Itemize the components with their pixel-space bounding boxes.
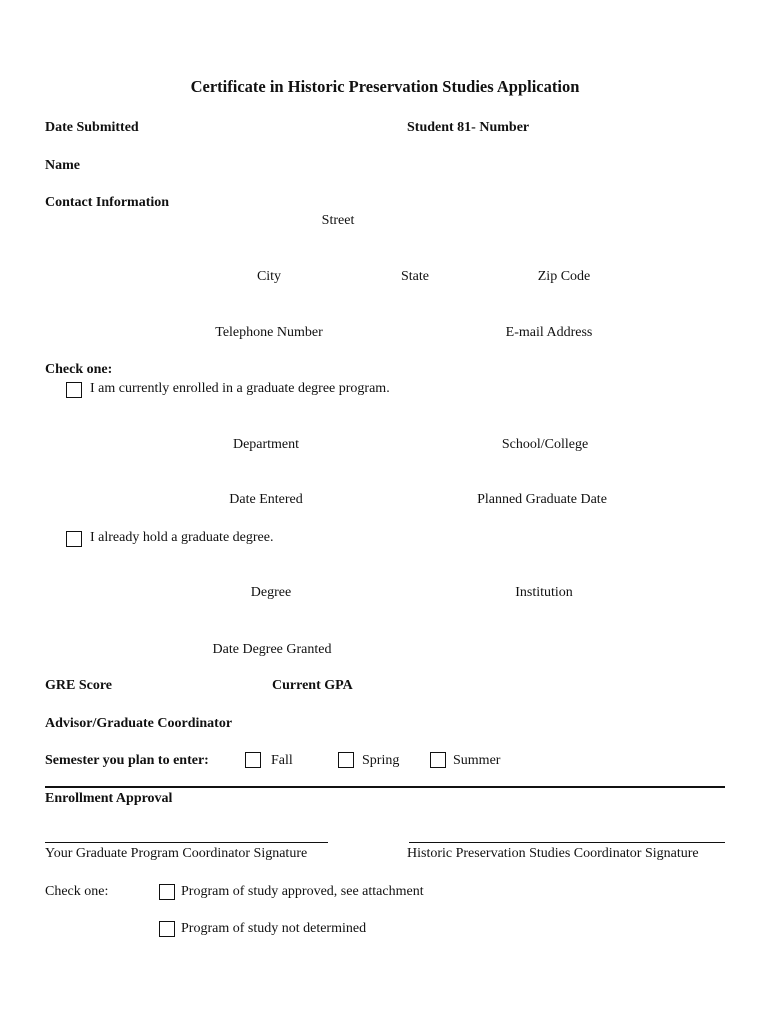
advisor-label: Advisor/Graduate Coordinator bbox=[45, 716, 233, 731]
coordinator-signature-line[interactable] bbox=[45, 842, 328, 843]
not-determined-option-label: Program of study not determined bbox=[181, 921, 367, 936]
date-entered-label: Date Entered bbox=[229, 492, 303, 507]
semester-fall-label: Fall bbox=[271, 753, 293, 768]
email-label: E-mail Address bbox=[505, 325, 593, 340]
hold-degree-checkbox[interactable] bbox=[66, 531, 82, 547]
hold-degree-option-label: I already hold a graduate degree. bbox=[90, 530, 274, 545]
semester-fall-checkbox[interactable] bbox=[245, 752, 261, 768]
telephone-label: Telephone Number bbox=[215, 325, 323, 340]
semester-spring-label: Spring bbox=[362, 753, 400, 768]
not-determined-checkbox[interactable] bbox=[159, 921, 175, 937]
school-college-label: School/College bbox=[501, 437, 589, 452]
institution-label: Institution bbox=[515, 585, 573, 600]
department-label: Department bbox=[232, 437, 300, 452]
semester-summer-label: Summer bbox=[453, 753, 501, 768]
date-degree-granted-label: Date Degree Granted bbox=[212, 642, 332, 657]
planned-graduate-date-label: Planned Graduate Date bbox=[477, 492, 607, 507]
current-gpa-label: Current GPA bbox=[272, 678, 353, 693]
section-divider bbox=[45, 786, 725, 788]
semester-spring-checkbox[interactable] bbox=[338, 752, 354, 768]
degree-label: Degree bbox=[250, 585, 292, 600]
hps-signature-label: Historic Preservation Studies Coordinator Signature bbox=[407, 846, 699, 861]
form-title: Certificate in Historic Preservation Studies Application bbox=[190, 77, 580, 96]
contact-information-label: Contact Information bbox=[45, 195, 170, 210]
check-one-label: Check one: bbox=[45, 362, 113, 377]
student-number-label: Student 81- Number bbox=[407, 120, 530, 135]
gre-score-label: GRE Score bbox=[45, 678, 113, 693]
hps-signature-line[interactable] bbox=[409, 842, 725, 843]
enrolled-option-label: I am currently enrolled in a graduate degree program. bbox=[90, 381, 390, 396]
street-label: Street bbox=[321, 213, 355, 228]
zip-code-label: Zip Code bbox=[537, 269, 591, 284]
approved-checkbox[interactable] bbox=[159, 884, 175, 900]
coordinator-signature-label: Your Graduate Program Coordinator Signature bbox=[45, 846, 308, 861]
semester-summer-checkbox[interactable] bbox=[430, 752, 446, 768]
approved-option-label: Program of study approved, see attachment bbox=[181, 884, 424, 899]
state-label: State bbox=[401, 269, 429, 284]
semester-label: Semester you plan to enter: bbox=[45, 753, 209, 768]
enrollment-approval-heading: Enrollment Approval bbox=[45, 791, 173, 806]
name-label: Name bbox=[45, 158, 80, 173]
approval-check-one-label: Check one: bbox=[45, 884, 109, 899]
date-submitted-label: Date Submitted bbox=[45, 120, 139, 135]
enrolled-checkbox[interactable] bbox=[66, 382, 82, 398]
city-label: City bbox=[256, 269, 282, 284]
